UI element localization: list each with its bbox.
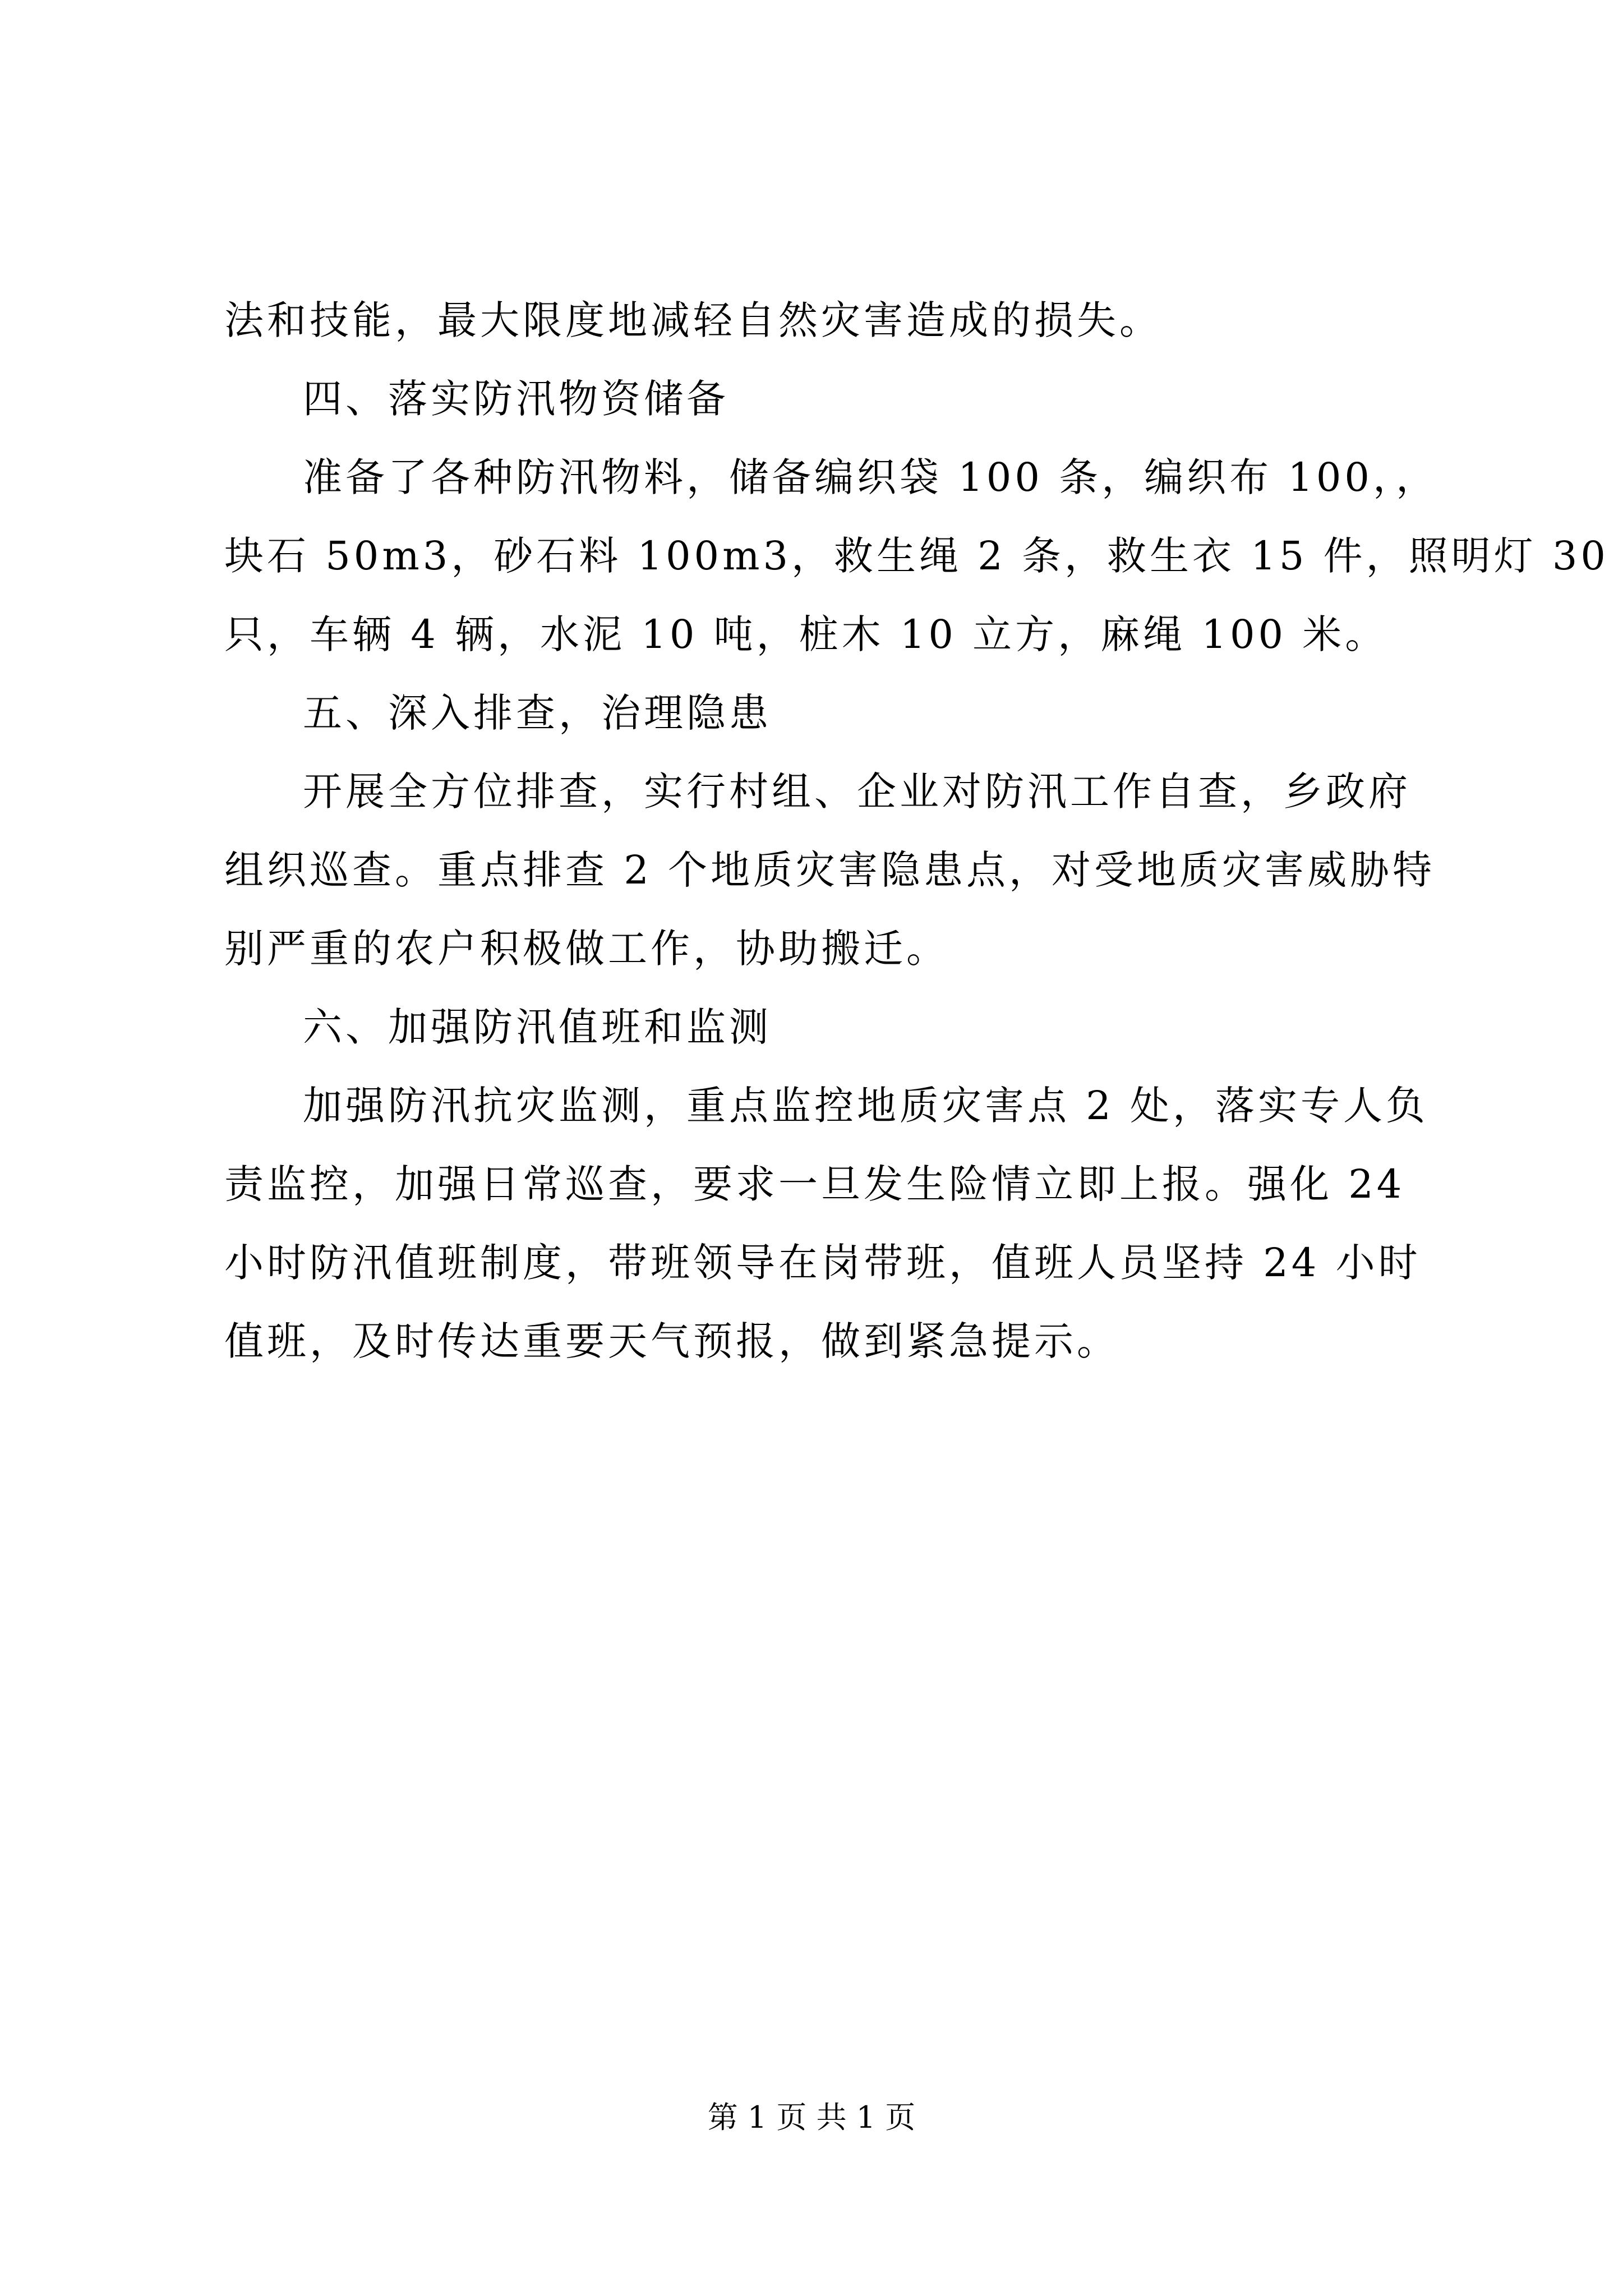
body-line: 法和技能，最大限度地减轻自然灾害造成的损失。 [224,297,1162,343]
section-heading: 五、深入排查，治理隐患 [303,690,772,736]
body-line: 别严重的农户积极做工作，协助搬迁。 [224,926,949,972]
body-line: 只，车辆 4 辆，水泥 10 吨，桩木 10 立方，麻绳 100 米。 [224,611,1388,657]
page-number-footer: 第 1 页 共 1 页 [707,2100,916,2135]
section-heading: 四、落实防汛物资储备 [303,376,729,422]
body-line: 块石 50m3，砂石料 100m3，救生绳 2 条，救生衣 15 件，照明灯 30 [224,533,1609,579]
body-line: 值班，及时传达重要天气预报，做到紧急提示。 [224,1318,1119,1364]
body-line: 组织巡查。重点排查 2 个地质灾害隐患点，对受地质灾害威胁特 [224,847,1436,893]
body-line: 准备了各种防汛物料，储备编织袋 100 条，编织布 100，， [303,454,1438,500]
body-line: 小时防汛值班制度，带班领导在岗带班，值班人员坚持 24 小时 [224,1240,1421,1286]
body-line: 责监控，加强日常巡查，要求一旦发生险情立即上报。强化 24 [224,1161,1405,1207]
section-heading: 六、加强防汛值班和监测 [303,1004,772,1050]
body-line: 加强防汛抗灾监测，重点监控地质灾害点 2 处，落实专人负 [303,1083,1429,1129]
body-line: 开展全方位排查，实行村组、企业对防汛工作自查，乡政府 [303,769,1411,815]
